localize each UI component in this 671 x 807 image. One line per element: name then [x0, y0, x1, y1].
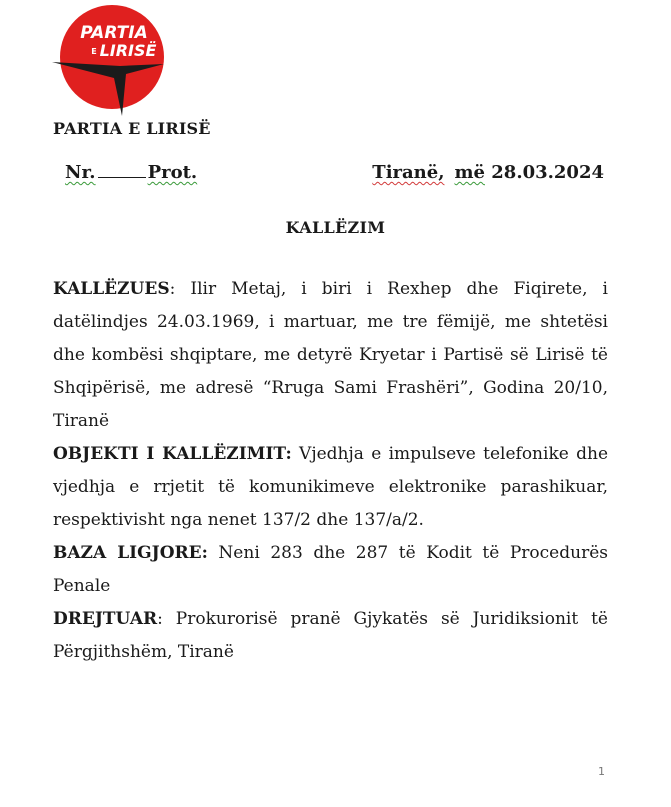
place-date-line	[372, 162, 604, 183]
prot-label: Prot.	[147, 162, 198, 183]
section-complainant	[53, 273, 608, 438]
section-addressed-to	[53, 603, 608, 669]
page-number: 1	[598, 765, 605, 778]
date-prefix: më	[454, 162, 485, 183]
object-label: OBJEKTI I KALLËZIMIT:	[53, 444, 292, 464]
logo-text-line1: PARTIA	[80, 23, 148, 43]
city: Tiranë,	[372, 162, 445, 183]
complainant-text: : Ilir Metaj, i biri i Rexhep dhe Fiqirete, i datëlindjes 24.03.1969, i martuar, me tre fëmijë, me shtetësi dhe kombësi shqiptare, me detyrë Kryetar i Partisë së Lirisë të Shqipërisë, me adresë “Rruga Sami Frashëri”, Godina 20/10, Tiranë	[53, 279, 608, 431]
section-legal-basis	[53, 537, 608, 603]
protocol-number-line	[65, 162, 197, 183]
nr-label: Nr.	[65, 162, 96, 183]
document-title: KALLËZIM	[285, 218, 386, 237]
document-body	[53, 273, 608, 669]
party-logo	[52, 2, 168, 118]
addressed-to-text: : Prokurorisë pranë Gjykatës së Juridiksionit të Përgjithshëm, Tiranë	[53, 609, 608, 662]
complainant-label: KALLËZUES	[53, 279, 170, 299]
addressed-to-label: DREJTUAR	[53, 609, 158, 629]
logo-text-e: E	[91, 47, 97, 56]
organization-name: PARTIA E LIRISË	[53, 119, 211, 138]
object-text: Vjedhja e impulseve telefonike dhe vjedhja e rrjetit të komunikimeve elektronike parashikuar, respektivisht nga nenet 137/2 dhe 137/a/2.	[53, 444, 609, 530]
document-date: 28.03.2024	[491, 162, 604, 183]
logo-text-line2: LIRISË	[99, 41, 157, 60]
section-object	[53, 438, 608, 537]
legal-basis-label: BAZA LIGJORE:	[53, 543, 208, 563]
legal-basis-text: Neni 283 dhe 287 të Kodit të Procedurës Penale	[53, 543, 608, 596]
protocol-number-blank	[98, 163, 146, 178]
